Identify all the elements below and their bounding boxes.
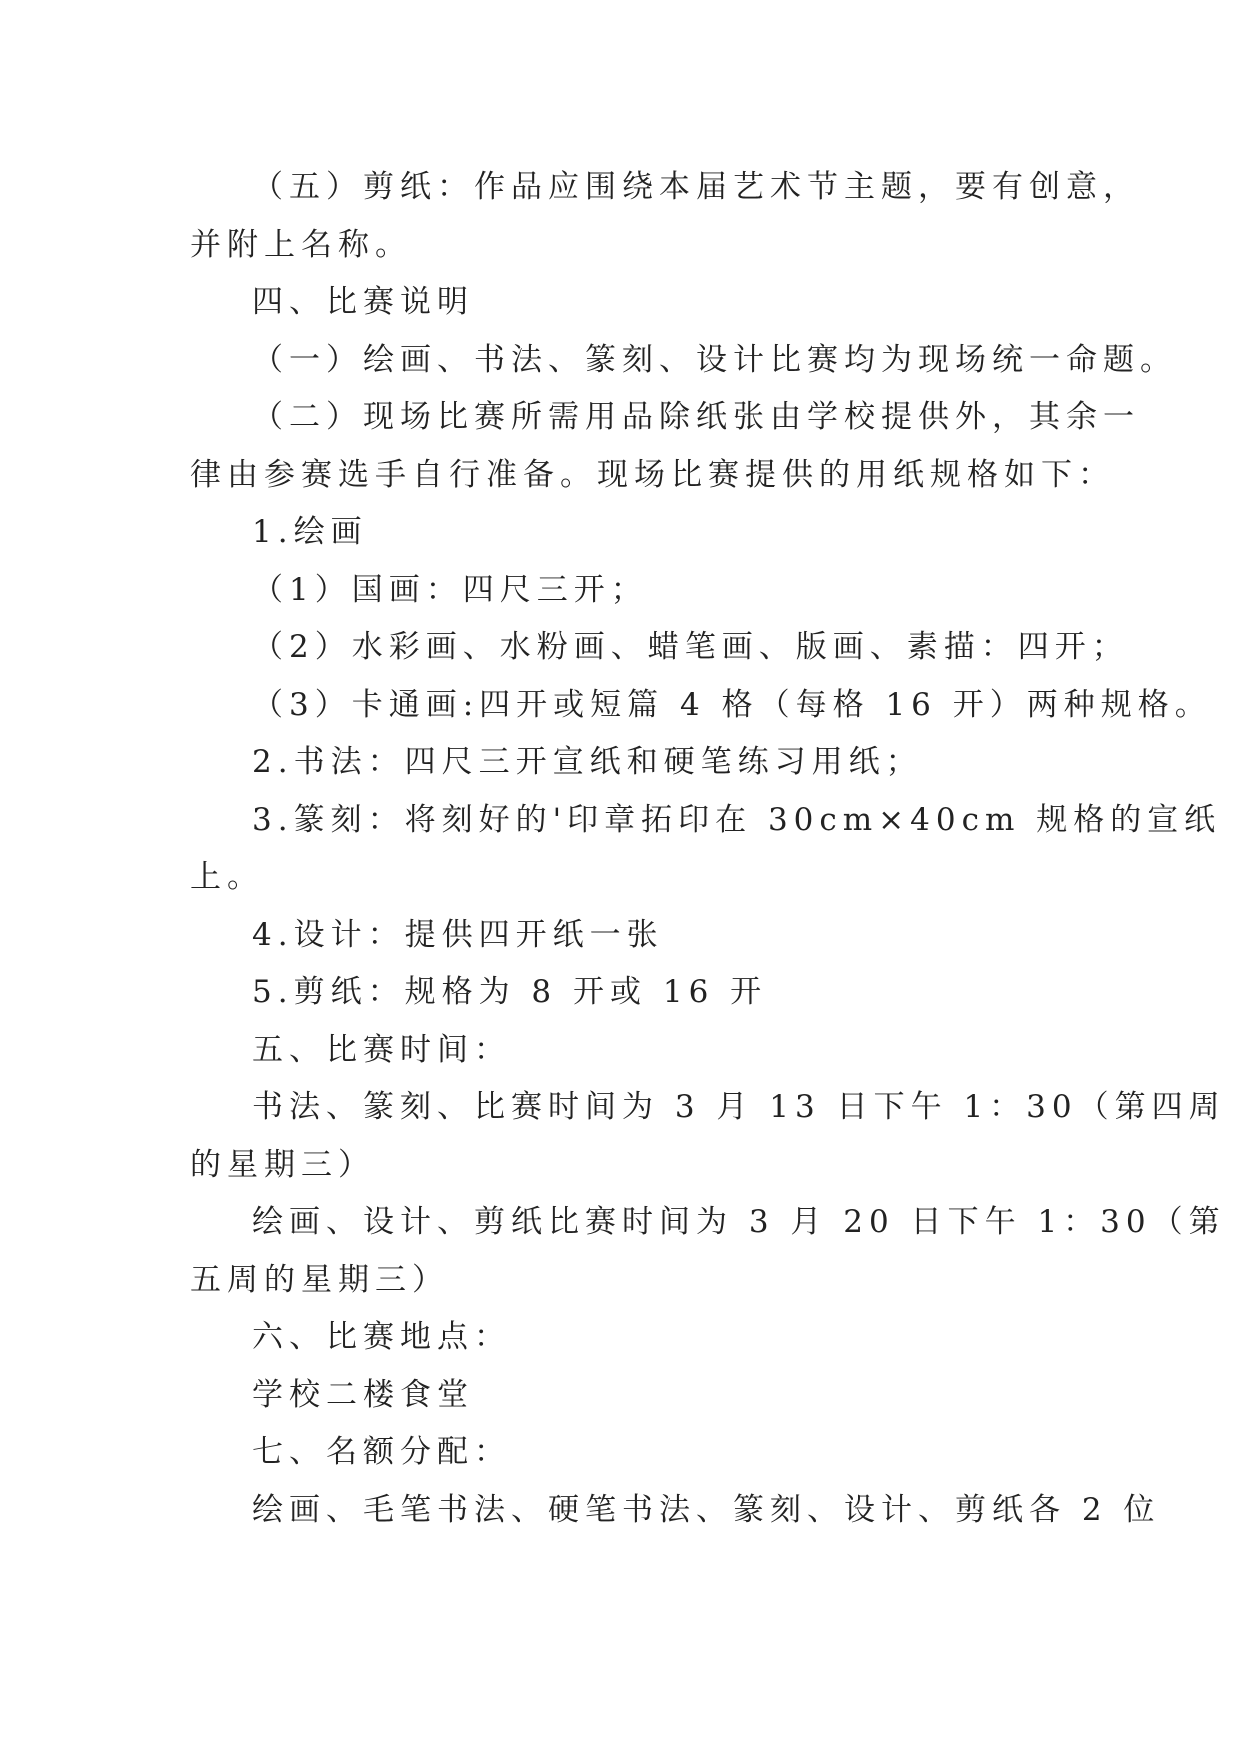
section-heading: 七、名额分配： (252, 1434, 511, 1470)
paragraph-line: 并附上名称。 (190, 226, 412, 263)
paragraph-line: （五）剪纸：作品应围绕本届艺术节主题，要有创意， (252, 169, 1140, 205)
list-item: 2.书法：四尺三开宣纸和硬笔练习用纸； (252, 744, 923, 780)
section-heading: 四、比赛说明 (252, 284, 474, 320)
list-item: （2）水彩画、水粉画、蜡笔画、版画、素描：四开； (252, 629, 1129, 665)
paragraph-line: 绘画、毛笔书法、硬笔书法、篆刻、设计、剪纸各 2 位 (252, 1491, 1161, 1528)
paragraph-line: 学校二楼食堂 (252, 1376, 474, 1413)
section-heading: 五、比赛时间： (252, 1031, 511, 1068)
paragraph-line: 五周的星期三） (190, 1261, 449, 1298)
paragraph-line: 绘画、设计、剪纸比赛时间为 3 月 20 日下午 1：30（第 (252, 1204, 1226, 1240)
list-item: 1.绘画 (252, 514, 368, 550)
list-item: （3）卡通画:四开或短篇 4 格（每格 16 开）两种规格。 (252, 686, 1212, 723)
paragraph-line: 律由参赛选手自行准备。现场比赛提供的用纸规格如下： (190, 456, 1115, 493)
paragraph-line: 的星期三） (190, 1146, 375, 1183)
list-item: （1）国画：四尺三开； (252, 571, 648, 608)
section-heading: 六、比赛地点： (252, 1319, 511, 1355)
document-body (190, 159, 1226, 1539)
list-item: 3.篆刻：将刻好的'印章拓印在 30cm×40cm 规格的宣纸 (252, 801, 1222, 838)
list-item: 4.设计：提供四开纸一张 (252, 916, 664, 953)
paragraph-line: （一）绘画、书法、篆刻、设计比赛均为现场统一命题。 (252, 341, 1177, 378)
paragraph-line: 上。 (190, 859, 264, 895)
paragraph-line: 书法、篆刻、比赛时间为 3 月 13 日下午 1：30（第四周 (252, 1089, 1226, 1125)
paragraph-line: （二）现场比赛所需用品除纸张由学校提供外，其余一 (252, 399, 1140, 435)
list-item: 5.剪纸：规格为 8 开或 16 开 (252, 974, 768, 1010)
